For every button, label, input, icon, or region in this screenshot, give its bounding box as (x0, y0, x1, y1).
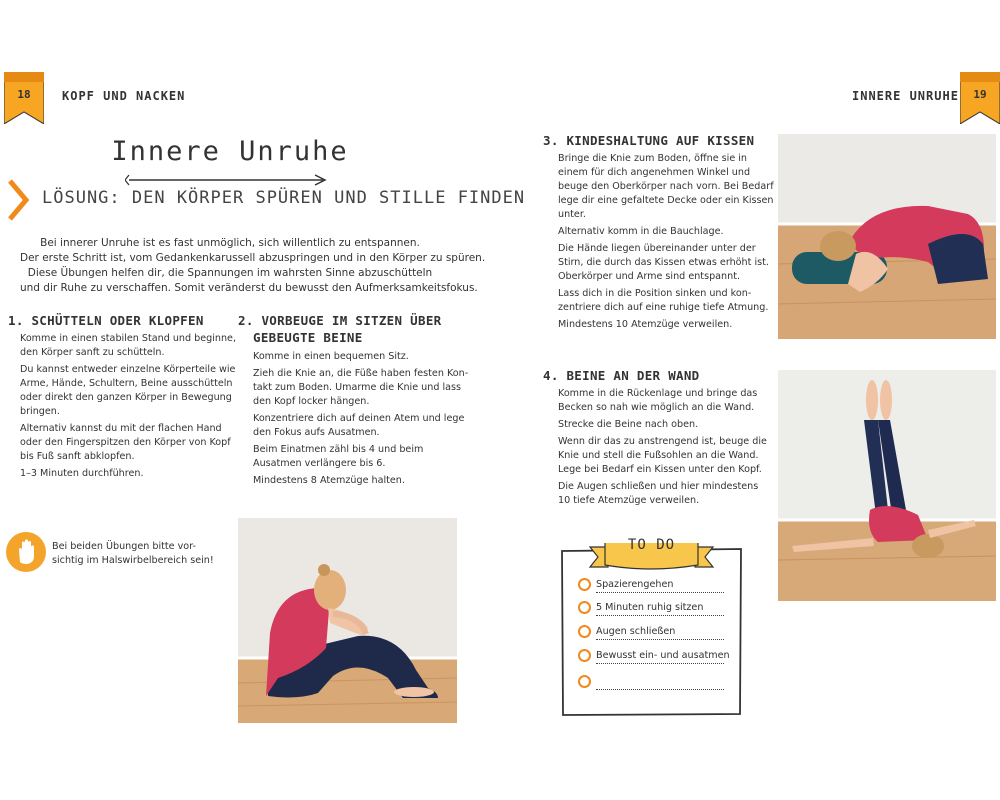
running-header-right: INNERE UNRUHE (852, 89, 959, 103)
section-2-heading-line: GEBEUGTE BEINE (253, 330, 363, 345)
page-number-left: 18 (17, 88, 31, 101)
todo-circle-icon[interactable] (578, 625, 591, 638)
todo-circle-icon[interactable] (578, 578, 591, 591)
section-4-body: Komme in die Rückenlage und bringe das Becken so nah wie möglich an die Wand. Strecke die Beine nach oben. Wenn dir das zu anstrengend ist, beuge die Knie und stell die Fußsohlen an die Wand. Lege bei Bedarf ein Kissen unter den Kopf. Die Augen schließen und hier mindestens 10 tiefe Atemzüge verweilen. (558, 388, 767, 506)
note-text: Bei beiden Übungen bitte vor- sichtig im Halswirbelbereich sein! (52, 541, 214, 566)
section-2-heading-line: 2. VORBEUGE IM SITZEN ÜBER (238, 313, 442, 328)
section-3-body: Bringe die Knie zum Boden, öffne sie in einem für dich angenehmen Winkel und beuge den Oberkörper nach vorn. Bei Bedarf lege dir eine gefaltete Decke oder ein Kissen unter. Alternativ komm in die Bauchlage. Die Hände liegen übereinander unter der Stirn, die durch das Kissen etwas erhöht ist. Oberkörper und Arme sind entspannt. Lass dich in die Position sinken und kon- zentriere dich auf eine ruhige tiefe Atmung. Mindestens 10 Atemzüge verweilen. (558, 153, 774, 330)
photo-childs-pose (778, 134, 996, 339)
section-2-body: Komme in einen bequemen Sitz. Zieh die Knie an, die Füße haben festen Kon- takt zum Boden. Umarme die Knie und lass den Kopf locker hängen. Konzentriere dich auf deinen Atem und lege den Fokus aufs Ausatmen. Beim Einatmen zähl bis 4 und beim Ausatmen verlängere bis 6. Mindestens 8 Atemzüge halten. (253, 351, 469, 486)
note-badge (6, 532, 46, 572)
page-tab-right (960, 72, 1000, 124)
intro-line: und dir Ruhe zu verschaffen. Somit veränderst du bewusst den Aufmerksamkeitsfokus. (20, 282, 478, 294)
section-3-heading: 3. KINDESHALTUNG AUF KISSEN (543, 133, 755, 148)
todo-title: TO DO (627, 537, 676, 553)
photo-legs-up-wall (778, 370, 996, 601)
intro-line: Der erste Schritt ist, vom Gedankenkarussell abzuspringen und in den Körper zu spüren. (20, 252, 486, 264)
todo-circle-icon[interactable] (578, 649, 591, 662)
running-header-left: KOPF UND NACKEN (62, 89, 186, 103)
arrow-icon (125, 174, 330, 186)
page-tab-left (4, 72, 44, 124)
todo-circle-icon[interactable] (578, 601, 591, 614)
chevron-right-icon (6, 178, 30, 222)
intro-line: Bei innerer Unruhe ist es fast unmöglich, sich willentlich zu entspannen. (40, 237, 420, 249)
section-2-heading (238, 312, 441, 346)
section-1-heading: 1. SCHÜTTELN ODER KLOPFEN (8, 313, 204, 328)
intro-text (20, 236, 486, 296)
page-number-right: 19 (973, 88, 987, 101)
section-1-body: Komme in einen stabilen Stand und beginne, den Körper sanft zu schütteln. Du kannst entweder einzelne Körperteile wie Arme, Hände, Schultern, Beine ausschütteln oder direkt den ganzen Körper in Bewegung bringen. Alternativ kannst du mit der flachen Hand oder den Fingerspitzen den Körper von Kopf bis Fuß sanft abklopfen. 1–3 Minuten durchführen. (20, 333, 237, 479)
photo-seated-forward-bend (238, 518, 457, 723)
intro-line: Diese Übungen helfen dir, die Spannungen im wahrsten Sinne abzuschütteln (27, 267, 433, 279)
section-4-heading: 4. BEINE AN DER WAND (543, 368, 700, 383)
page-subtitle: LÖSUNG: DEN KÖRPER SPÜREN UND STILLE FINDEN (42, 188, 526, 208)
todo-circle-icon[interactable] (578, 675, 591, 688)
page-title: Innere Unruhe (111, 136, 349, 167)
hand-stop-icon (6, 532, 46, 572)
